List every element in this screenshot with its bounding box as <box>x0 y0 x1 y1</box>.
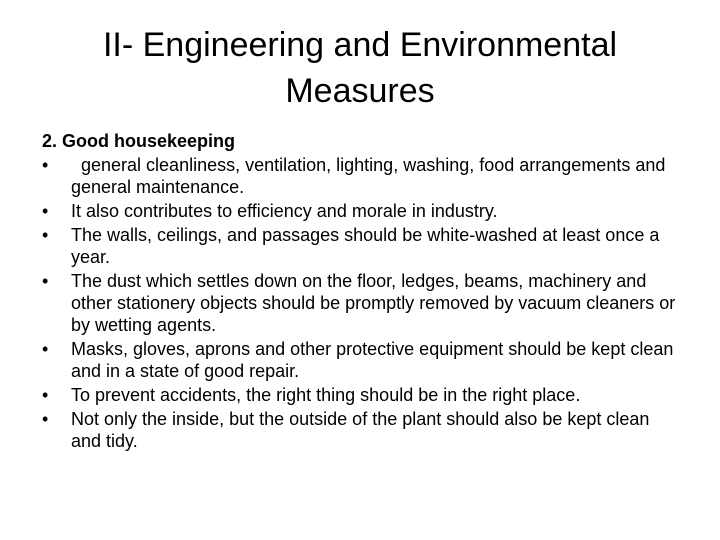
bullet-item <box>42 224 682 268</box>
slide-title <box>0 22 720 114</box>
bullet-icon: • <box>42 385 49 405</box>
bullet-icon: • <box>42 201 49 221</box>
bullet-item <box>42 200 682 222</box>
bullet-text: The dust which settles down on the floor, ledges, beams, machinery and other stationery objects should be promptly removed by vacuum cleaners or by wetting agents. <box>71 271 676 335</box>
bullet-item <box>42 384 682 406</box>
bullet-text: The walls, ceilings, and passages should be white-washed at least once a year. <box>71 225 660 267</box>
section-subheading: 2. Good housekeeping <box>42 131 236 151</box>
bullet-text: Not only the inside, but the outside of the plant should also be kept clean and tidy. <box>71 409 650 451</box>
bullet-text: It also contributes to efficiency and morale in industry. <box>71 201 498 221</box>
bullet-item <box>42 338 682 382</box>
bullet-text: To prevent accidents, the right thing should be in the right place. <box>71 385 581 405</box>
bullet-icon: • <box>42 271 49 291</box>
bullet-text: general cleanliness, ventilation, lighting, washing, food arrangements and general maintenance. <box>71 155 666 197</box>
slide-title-line-2: Measures <box>285 72 435 110</box>
bullet-item <box>42 270 682 336</box>
bullet-icon: • <box>42 225 49 245</box>
bullet-list <box>42 154 682 452</box>
bullet-icon: • <box>42 409 49 429</box>
bullet-icon: • <box>42 155 49 175</box>
bullet-text: Masks, gloves, aprons and other protective equipment should be kept clean and in a state of good repair. <box>71 339 674 381</box>
bullet-icon: • <box>42 339 49 359</box>
bullet-item <box>42 408 682 452</box>
bullet-item <box>42 154 682 198</box>
slide-body <box>42 130 682 454</box>
slide-title-line-1: II- Engineering and Environmental <box>102 26 618 64</box>
